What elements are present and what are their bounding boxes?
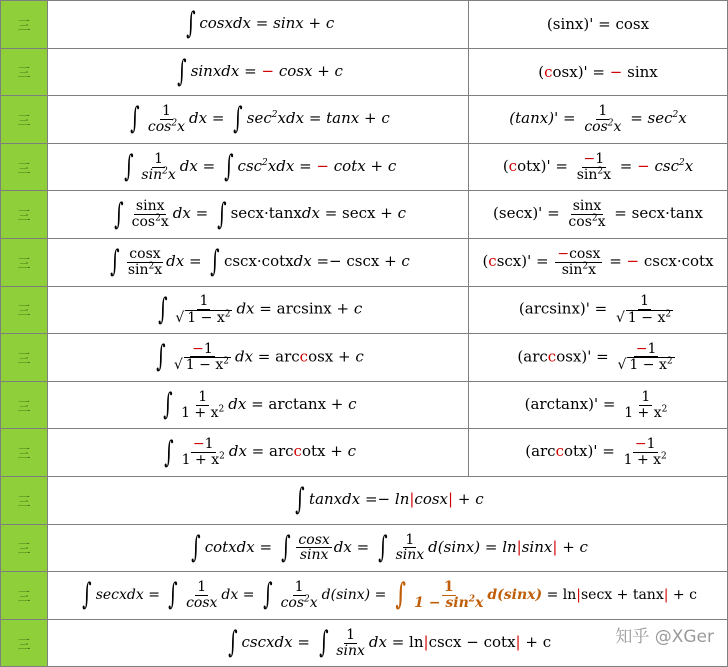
table-row: [1, 286, 728, 334]
derivative-formula: (cscx)' = $\frac{-\cos x}{\sin^2x}$ = − cscx·cotx: [469, 238, 728, 286]
table-row: [1, 96, 728, 144]
row-tag: 三: [1, 96, 48, 144]
derivative-formula: (arcsinx)' = $\frac{1}{√ 1 - x^2}$: [469, 286, 728, 334]
table-row: [1, 572, 728, 620]
row-tag: 三: [1, 429, 48, 477]
integral-formula: ∫ $\frac{1}{1 + x^2}$ dx = arctanx + c: [48, 381, 469, 429]
integral-formula: ∫ cotxdx = ∫ $\frac{\cos x}{\sin x}$ dx = ∫ $\frac{1}{\sin x}$ d(sinx) = ln|sinx| + c: [48, 524, 728, 572]
integral-formula: ∫ cscxdx = ∫ $\frac{1}{\sin x}$ dx = ln|cscx − cotx| + c: [48, 619, 728, 667]
table-row: [1, 238, 728, 286]
row-tag: 三: [1, 334, 48, 382]
row-tag: 三: [1, 238, 48, 286]
table-row: [1, 429, 728, 477]
derivative-formula: (tanx)' = $\frac{1}{\cos^2x}$ = $\sec^2x$: [469, 96, 728, 144]
integral-formula: ∫ $\frac{\sin x}{\cos^2x}$ dx = ∫ secx·tanxdx = secx + c: [48, 191, 469, 239]
row-tag: 三: [1, 1, 48, 49]
integral-formula: ∫ $\frac{\cos x}{\sin^2x}$ dx = ∫ cscx·cotxdx =− cscx + c: [48, 238, 469, 286]
derivative-formula: (secx)' = $\frac{\sin x}{\cos^2x}$ = secx·tanx: [469, 191, 728, 239]
derivative-formula: (cosx)' = − sinx: [469, 48, 728, 96]
integral-formula: ∫ $\frac{1}{\cos^2x}$ dx = ∫ $\sec^2xdx = \tan x + c$: [48, 96, 469, 144]
integral-formula: ∫ sinxdx = − cosx + c: [48, 48, 469, 96]
table-row: [1, 191, 728, 239]
row-tag: 三: [1, 143, 48, 191]
row-tag: 三: [1, 381, 48, 429]
derivative-formula: (cotx)' = $\frac{-1}{\sin^2x}$ = − $\csc^2x$: [469, 143, 728, 191]
integral-formula: ∫ $\frac{1}{√ 1 - x^2}$ dx = arcsinx + c: [48, 286, 469, 334]
table-row: [1, 524, 728, 572]
integral-formula: ∫ $\frac{-1}{√ 1 - x^2}$ dx = arccosx + c: [48, 334, 469, 382]
derivative-formula: (arctanx)' = $\frac{1}{1 + x^2}$: [469, 381, 728, 429]
row-tag: 三: [1, 48, 48, 96]
table-row: [1, 143, 728, 191]
integral-formula: ∫ tanxdx =− ln|cosx| + c: [48, 476, 728, 524]
derivative-formula: (arccosx)' = $\frac{-1}{√ 1 - x^2}$: [469, 334, 728, 382]
table-row: [1, 1, 728, 49]
derivative-formula: (arccotx)' = $\frac{-1}{1 + x^2}$: [469, 429, 728, 477]
row-tag: 三: [1, 286, 48, 334]
integral-formula: ∫ cosxdx = sinx + c: [48, 1, 469, 49]
row-tag: 三: [1, 476, 48, 524]
row-tag: 三: [1, 191, 48, 239]
table-row: [1, 476, 728, 524]
table-row: [1, 334, 728, 382]
row-tag: 三: [1, 619, 48, 667]
derivative-formula: (sinx)' = cosx: [469, 1, 728, 49]
table-row: [1, 48, 728, 96]
row-tag: 三: [1, 572, 48, 620]
integral-formula: ∫ secxdx = ∫ $\frac{1}{\cos x}$ dx = ∫ $\frac{1}{\cos^2x}$ d(sinx) = ∫ $\frac{1}{1 - \sin^2x}$ d(sinx) = ln|secx + tanx| + c: [48, 572, 728, 620]
table-row: [1, 381, 728, 429]
row-tag: 三: [1, 524, 48, 572]
watermark: 知乎 @XGer: [615, 627, 714, 647]
integral-formula: ∫ $\frac{1}{\sin^2x}$ dx = ∫ $\csc^2xdx$ = − cotx + c: [48, 143, 469, 191]
integral-formula: ∫ $\frac{-1}{1 + x^2}$ dx = arccotx + c: [48, 429, 469, 477]
